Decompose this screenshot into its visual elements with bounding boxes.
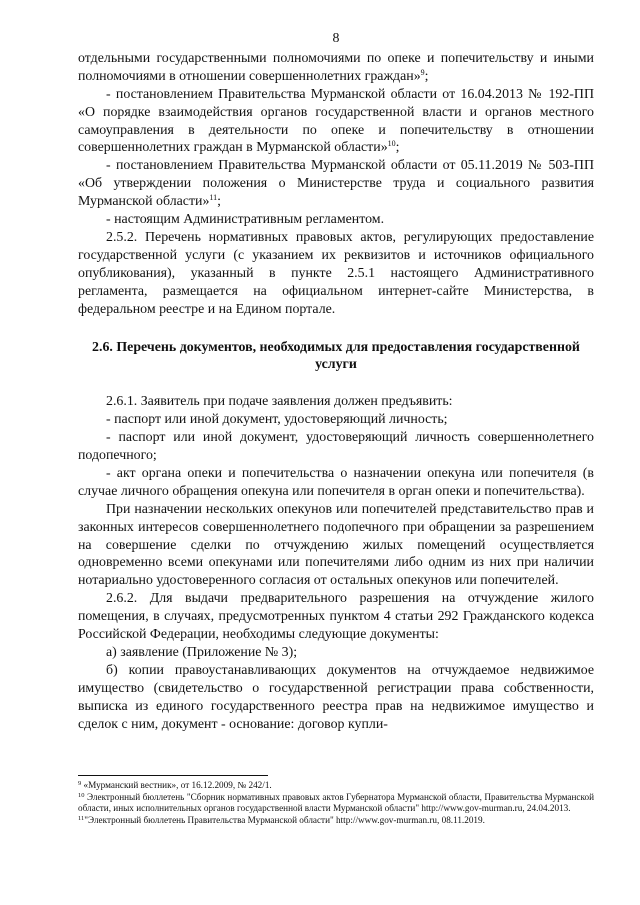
footnote-number: 11 bbox=[78, 814, 85, 822]
footnote-number: 9 bbox=[78, 780, 82, 787]
footnote-11 bbox=[78, 815, 594, 827]
paragraph-text: отдельными государственными полномочиями по опеке и попечительству и иными полномочиями в отношении совершеннолетних граждан» bbox=[78, 50, 594, 84]
paragraph-2-6-1: 2.6.1. Заявитель при подаче заявления должен предъявить: bbox=[106, 394, 453, 410]
footnote-text: «Мурманский вестник», от 16.12.2009, № 242/1. bbox=[81, 780, 272, 790]
paragraph-regulation: - настоящим Административным регламентом. bbox=[106, 212, 385, 228]
paragraph-2-5-2: 2.5.2. Перечень нормативных правовых актов, регулирующих предоставление государственной услуги (с указанием их реквизитов и источников официального опубликования), указанный в пункте 2.5.1 настоящего Административного регламента, размещается на официальном интернет-сайте Министерства, в федеральном реестре и на Едином портале. bbox=[78, 229, 594, 317]
paragraph-item-b: б) копии правоустанавливающих документов на отчуждаемое недвижимое имущество (свидетельство о государственной регистрации права собственности, выписка из единого государственного реестра прав на недвижимое имущество и сделок с ним, документ - основание: договор купли- bbox=[78, 662, 594, 732]
paragraph-passport-ward: - паспорт или иной документ, удостоверяющий личность совершеннолетнего подопечного; bbox=[78, 430, 594, 464]
paragraph-tail: ; bbox=[217, 194, 221, 210]
footnote-text: Электронный бюллетень "Сборник нормативных правовых актов Губернатора Мурманской области, Правительства Мурманской области, иных исполнительных органов государственной власти Мурманской области" http://www.gov-murman.ru, 24.04.2013. bbox=[78, 791, 594, 814]
paragraph-multiple-guardians: При назначении нескольких опекунов или попечителей представительство прав и законных интересов совершеннолетнего подопечного при обращении за разрешением на совершение сделки по отчуждению жилых помещений осуществляется одновременно всеми опекунами или попечителями либо одним из них при наличии нотариально удостоверенного согласия от остальных опекунов или попечителей. bbox=[78, 501, 594, 589]
paragraph-text: - постановлением Правительства Мурманской области от 16.04.2013 № 192-ПП «О порядке взаимодействия органов государственной власти и органов местного самоуправления в деятельности по опеке и попечительству в отношении совершеннолетних граждан в Мурманской области» bbox=[78, 86, 594, 156]
paragraph-item-a: а) заявление (Приложение № 3); bbox=[106, 645, 298, 660]
footnote-text: "Электронный бюллетень Правительства Мурманской области" http://www.gov-murman.ru, 08.11.2019. bbox=[84, 814, 485, 825]
paragraph-passport: - паспорт или иной документ, удостоверяющий личность; bbox=[106, 412, 448, 428]
section-heading: 2.6. Перечень документов, необходимых для предоставления государственной услуги bbox=[92, 339, 580, 373]
footnote-ref-11: 11 bbox=[209, 193, 218, 203]
footnotes bbox=[78, 775, 594, 826]
footnote-number: 10 bbox=[78, 791, 85, 799]
footnote-ref-10: 10 bbox=[387, 139, 396, 149]
footnote-separator bbox=[78, 775, 268, 776]
paragraph-tail: ; bbox=[424, 68, 429, 84]
paragraph-2-6-2: 2.6.2. Для выдачи предварительного разрешения на отчуждение жилого помещения, в случаях, предусмотренных пунктом 4 статьи 292 Гражданского кодекса Российской Федерации, необходимы следующие документы: bbox=[78, 591, 594, 643]
paragraph-guardian-act: - акт органа опеки и попечительства о назначении опекуна или попечителя (в случае личного обращения опекуна или попечителя в орган опеки и попечительства). bbox=[78, 465, 594, 499]
paragraph-decree-503 bbox=[78, 157, 594, 211]
footnote-ref-9: 9 bbox=[420, 67, 425, 77]
paragraph-tail: ; bbox=[395, 140, 400, 156]
paragraph-text: - постановлением Правительства Мурманской области от 05.11.2019 № 503-ПП «Об утверждении положения о Министерстве труда и социального развития Мурманской области» bbox=[78, 158, 594, 210]
document-page bbox=[78, 30, 594, 734]
footnote-9 bbox=[78, 780, 594, 792]
paragraph-decree-192 bbox=[78, 86, 594, 158]
paragraph-opeka-end bbox=[78, 50, 594, 86]
footnote-10 bbox=[78, 792, 594, 815]
page-number: 8 bbox=[332, 31, 340, 46]
